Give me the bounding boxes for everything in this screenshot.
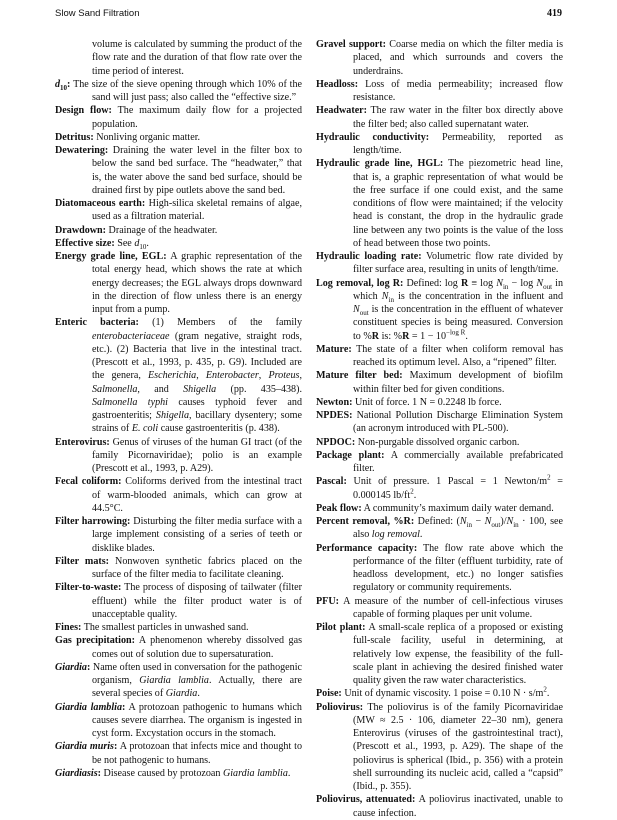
glossary-entry	[316, 250, 563, 277]
glossary-term: Package plant:	[316, 449, 385, 461]
glossary-term: Detritus:	[55, 131, 94, 143]
glossary-entry	[55, 581, 302, 621]
glossary-entry	[316, 701, 563, 794]
glossary-column-left	[55, 38, 302, 780]
glossary-column-right	[316, 38, 563, 820]
definition-text: The poliovirus is of the family Picornaviridae (MW ≈ 2.5 · 106, diameter 22–30 nm), genera Enterovirus (viruses of the gastrointestinal tract), (Prescott et al., 1993, p. A29). The shape of the poliovirus is spherical (Ibid., p. 356) with a protein shell surrounding its nucleic acid, called a “capsid” (Ibid., p. 355).	[353, 701, 563, 792]
glossary-entry	[316, 104, 563, 131]
definition-text: A protozoan that infects mice and thought to be not pathogenic to humans.	[92, 741, 302, 766]
running-title: Slow Sand Filtration	[55, 8, 140, 19]
glossary-term: Drawdown:	[55, 224, 107, 236]
definition-text: The size of the sieve opening through which 10% of the sand will just pass; also called the “effective size.”	[70, 78, 302, 103]
definition-text: The flow rate above which the performance of the filter (effluent turbidity, rate of headloss development, etc.) no longer satisfies regulatory or community requirements.	[353, 542, 563, 594]
definition-text: Genus of viruses of the human GI tract (of the family Picornaviridae); polio is an example (Prescott et al., 1993, p. A29).	[92, 436, 302, 474]
definition-text: −log R	[446, 328, 466, 337]
definition-text: in	[388, 295, 394, 304]
glossary-term: Headloss:	[316, 78, 359, 90]
glossary-term: Enterovirus:	[55, 436, 110, 448]
term-segment: :	[114, 741, 118, 753]
definition-text: , bacillary dysentery; some strains of	[92, 410, 302, 435]
definition-text: out	[543, 282, 553, 291]
glossary-entry	[316, 687, 563, 700]
definition-text: Maximum development of biofilm within filter bed for given conditions.	[353, 370, 563, 395]
definition-text: A measure of the number of cell-infectious viruses capable of forming plaques per unit volume.	[338, 595, 563, 620]
glossary-term: Diatomaceous earth:	[55, 198, 146, 209]
definition-text: Coarse media on which the filter media is placed, and which surrounds and covers the underdrains.	[353, 39, 563, 77]
definition-text: Disturbing the filter media surface with a large implement consisting of a series of teeth or disklike blades.	[92, 516, 302, 554]
glossary-entry	[316, 793, 563, 820]
definition-text: enterobacteriaceae	[92, 330, 170, 342]
definition-text: = 1 − 10	[409, 330, 447, 342]
definition-text: Salmonella typhi	[92, 396, 168, 408]
definition-text: N	[496, 277, 503, 289]
glossary-term: Hydraulic loading rate:	[316, 251, 422, 262]
definition-text: Name often used in conversation for the pathogenic organism,	[90, 661, 302, 686]
definition-text: Disease caused by protozoan	[101, 767, 223, 779]
definition-text: N	[381, 290, 389, 302]
definition-text: d	[134, 237, 140, 249]
definition-text: The smallest particles in unwashed sand.	[81, 622, 249, 633]
definition-text: The piezometric head line, that is, a graphic representation of what would be the free surface if one could exist, and the same conditions of flow were maintained; if the velocity head is constant, the drop in the hydraulic grade line between any two points is the value of the loss of head between those two points.	[353, 158, 563, 249]
definition-text: in	[466, 521, 473, 530]
glossary-entry	[55, 316, 302, 435]
definition-text: High-silica skeletal remains of algae, used as a filtration material.	[92, 198, 302, 223]
definition-text: · 100, see also	[353, 516, 563, 541]
glossary-term: Mature filter bed:	[316, 370, 403, 382]
definition-text: ,	[258, 370, 269, 382]
glossary-term	[55, 702, 125, 713]
definition-text: Volumetric flow rate divided by filter surface area, resulting in units of length/time.	[353, 251, 563, 276]
definition-text: A protozoan pathogenic to humans which causes severe diarrhea. The organism is ingested in cyst form. Excystation occurs in the stomach.	[92, 701, 302, 739]
glossary-entry	[55, 475, 302, 515]
definition-text: log removal	[371, 529, 420, 541]
definition-text: The raw water in the filter box directly above the filter bed; also called supernatant water.	[353, 105, 563, 130]
glossary-entry	[316, 475, 563, 502]
glossary-entry	[55, 197, 302, 224]
glossary-entry	[316, 277, 563, 343]
glossary-term: Pascal:	[316, 476, 347, 488]
definition-text: The process of disposing of tailwater (filter effluent) while the filter product water is of unacceptable quality.	[92, 582, 302, 620]
glossary-term	[55, 662, 90, 673]
glossary-entry	[316, 38, 563, 78]
glossary-term: Hydraulic conductivity:	[316, 131, 430, 143]
definition-text: .	[465, 330, 468, 342]
glossary-entry	[55, 701, 302, 741]
definition-text: R	[402, 330, 410, 342]
glossary-term: Mature:	[316, 343, 352, 355]
definition-text: The state of a filter when coliform removal has reached its optimum level. Also, a “ripened” filter.	[351, 343, 563, 368]
definition-text: 2	[547, 473, 551, 482]
glossary-term: Percent removal, %R:	[316, 516, 415, 527]
glossary-term	[55, 768, 101, 779]
definition-text: 10	[139, 242, 147, 251]
glossary-entry	[55, 661, 302, 701]
definition-text: Draining the water level in the filter box to below the sand bed surface. The “headwater,” that is, the water above the sand bed surface, should be drained first by pipe outlets above the sand bed.	[92, 145, 302, 196]
glossary-term: Enteric bacteria:	[55, 317, 139, 329]
definition-text: cause gastroenteritis (p. 438).	[158, 423, 280, 435]
glossary-entry	[55, 555, 302, 582]
definition-text: is the concentration in the influent and	[393, 290, 563, 302]
glossary-entry	[316, 157, 563, 250]
glossary-term: Poliovirus:	[316, 701, 364, 713]
definition-text: Loss of media permeability; increased flow resistance.	[353, 78, 563, 103]
definition-text: (pp. 435–438).	[216, 383, 302, 395]
glossary-entry	[55, 436, 302, 476]
definition-text: Unit of force. 1 N = 0.2248 lb force.	[352, 396, 502, 408]
glossary-term: Peak flow:	[316, 502, 362, 514]
glossary-entry	[316, 515, 563, 542]
definition-text: Giardia lamblia	[139, 675, 209, 686]
definition-text: Defined: (	[414, 516, 460, 527]
glossary-term	[55, 741, 117, 752]
definition-text: Defined: log	[403, 277, 461, 289]
definition-text: Shigella	[183, 383, 217, 395]
definition-text: N	[459, 516, 467, 527]
glossary-entry	[316, 131, 563, 158]
definition-text: 2	[410, 487, 414, 496]
glossary-term: Filter mats:	[55, 555, 110, 567]
definition-text: Giardia lamblia	[222, 767, 288, 779]
definition-text: out	[491, 521, 501, 530]
glossary-entry	[316, 595, 563, 622]
glossary-entry	[55, 515, 302, 555]
glossary-entry	[55, 634, 302, 661]
definition-text: Giardia	[165, 688, 198, 700]
glossary-term: PFU:	[316, 595, 339, 607]
definition-text: E. coli	[131, 423, 159, 435]
definition-text: )/	[500, 516, 507, 527]
term-segment: Giardia lamblia	[55, 701, 123, 713]
definition-text: 2	[543, 685, 547, 694]
glossary-entry	[316, 409, 563, 436]
definition-text: ,	[299, 370, 302, 382]
definition-text: is: %	[379, 330, 403, 342]
definition-text: causes typhoid fever and gastroenteritis;	[92, 396, 302, 421]
term-segment: :	[86, 661, 91, 673]
glossary-term: Poliovirus, attenuated:	[316, 794, 416, 806]
definition-text: .	[197, 688, 200, 700]
definition-text: N	[484, 516, 492, 527]
glossary-entry	[55, 144, 302, 197]
glossary-term: Performance capacity:	[316, 542, 418, 554]
definition-text: .	[546, 688, 550, 700]
definition-text: Nonliving organic matter.	[93, 131, 201, 143]
definition-text: − log	[508, 277, 537, 289]
glossary-entry	[316, 542, 563, 595]
glossary-entry	[55, 78, 302, 105]
definition-text: The maximum daily flow for a projected population.	[92, 105, 302, 130]
glossary-entry	[55, 250, 302, 316]
definition-text: Salmonella	[92, 383, 138, 395]
glossary-term: NPDOC:	[316, 436, 356, 448]
glossary-term: NPDES:	[316, 410, 353, 421]
definition-text: .	[146, 237, 149, 249]
term-segment: Giardiasis	[55, 767, 98, 779]
glossary-entry	[316, 343, 563, 370]
term-segment: Giardia muris	[55, 741, 114, 753]
definition-text: R	[460, 277, 469, 289]
definition-text: . Actually, there are several species of	[92, 675, 302, 700]
definition-text: Drainage of the headwater.	[106, 224, 218, 236]
glossary-entry	[316, 78, 563, 105]
definition-text: A community’s maximum daily water demand.	[361, 502, 554, 514]
definition-text: in	[502, 282, 509, 291]
glossary-entry	[316, 449, 563, 476]
definition-text: ,	[196, 370, 206, 382]
definition-text: See	[114, 237, 135, 249]
glossary-entry	[55, 224, 302, 237]
glossary-term: Poise:	[316, 688, 342, 700]
definition-text: Shigella	[155, 410, 190, 421]
glossary-term: Fines:	[55, 622, 82, 633]
definition-text: ≡ log	[468, 277, 497, 289]
glossary-term: Fecal coliform:	[55, 476, 122, 488]
definition-text: .	[419, 529, 423, 541]
definition-text: R	[371, 330, 380, 342]
glossary-term: Gravel support:	[316, 39, 387, 50]
definition-text: A graphic representation of the total energy head, which shows the rate at which energy decreases; the EGL always drops downward in the direction of flow unless there is an energy input from a pump.	[92, 251, 302, 315]
glossary-term: Dewatering:	[55, 145, 109, 156]
glossary-entry	[55, 237, 302, 250]
definition-text: = 0.000145 lb/ft	[353, 476, 563, 501]
definition-text: (gram negative, straight rods, etc.). (2) Bacteria that live in the intestinal tract. (Prescott et al., 1993, p. 435, p. G9). Included are the genera,	[92, 330, 302, 382]
definition-text: is the concentration in the effluent of whatever constituent species is being measured. Conversion to %	[353, 304, 563, 342]
definition-text: Unit of dynamic viscosity. 1 poise = 0.10 N · s/m	[341, 688, 544, 700]
definition-text: A poliovirus inactivated, unable to cause infection.	[353, 794, 563, 819]
glossary-term: Gas precipitation:	[55, 635, 135, 647]
glossary-entry	[316, 396, 563, 409]
term-segment: Giardia	[55, 661, 87, 673]
definition-text: out	[359, 309, 369, 318]
definition-text: A phenomenon whereby dissolved gas comes out of solution due to supersaturation.	[92, 635, 302, 660]
term-segment: :	[67, 78, 71, 90]
glossary-entry	[55, 767, 302, 780]
definition-text: .	[413, 489, 417, 501]
definition-text: A small-scale replica of a proposed or existing full-scale facility, useful in determining, at relatively low expense, the feasibility of the full-scale plant in achieving the desired finished water quality given the raw water characteristics.	[353, 622, 563, 686]
glossary-term: Hydraulic grade line, HGL:	[316, 158, 444, 170]
definition-text: −	[472, 516, 485, 527]
glossary-entry	[55, 621, 302, 634]
definition-text: Coliforms derived from the intestinal tract of warm-blooded animals, which can grow at 44.5°C.	[92, 476, 303, 514]
glossary-term: Pilot plant:	[316, 622, 366, 633]
glossary-entry	[55, 131, 302, 144]
glossary-term	[55, 79, 70, 90]
definition-text: .	[287, 767, 291, 779]
glossary-entry	[316, 436, 563, 449]
glossary-term: Design flow:	[55, 105, 112, 117]
definition-text: , and	[137, 383, 184, 395]
glossary-entry	[316, 502, 563, 515]
glossary-term: Energy grade line, EGL:	[55, 251, 167, 262]
definition-text: Nonwoven synthetic fabrics placed on the surface of the filter media to facilitate cleaning.	[92, 555, 302, 580]
term-segment: :	[97, 767, 102, 779]
glossary-entry	[55, 740, 302, 767]
glossary-entry	[55, 38, 302, 78]
definition-text: (1) Members of the family	[138, 317, 302, 329]
definition-text: Enterobacter	[205, 370, 259, 382]
definition-text: N	[506, 516, 514, 527]
glossary-term: Headwater:	[316, 105, 368, 117]
glossary-term: Filter-to-waste:	[55, 582, 122, 594]
definition-text: Permeability, reported as length/time.	[353, 131, 563, 156]
definition-text: Unit of pressure. 1 Pascal = 1 Newton/m	[346, 476, 548, 488]
glossary-entry	[316, 369, 563, 396]
definition-text: N	[536, 277, 544, 289]
term-segment: :	[122, 701, 126, 713]
glossary-term: Newton:	[316, 396, 353, 408]
glossary-entry	[55, 104, 302, 131]
page-number: 419	[547, 8, 562, 19]
term-segment: d	[55, 78, 61, 90]
glossary-term: Effective size:	[55, 237, 115, 249]
glossary-term: Log removal, log R:	[316, 277, 404, 289]
definition-text: National Pollution Discharge Elimination System (an acronym introduced with PL-500).	[352, 410, 563, 435]
glossary-entry	[316, 621, 563, 687]
glossary-term: Filter harrowing:	[55, 516, 131, 527]
definition-text: Non-purgable dissolved organic carbon.	[355, 436, 520, 448]
definition-text: in	[513, 521, 519, 530]
definition-text: N	[353, 304, 360, 315]
definition-text: Proteus	[268, 370, 300, 382]
definition-text: in which	[353, 277, 563, 302]
term-segment: 10	[60, 83, 68, 92]
definition-text: A commercially available prefabricated filter.	[353, 449, 563, 474]
definition-text: volume is calculated by summing the product of the flow rate and the duration of that flow rate over the time period of interest.	[92, 39, 302, 77]
definition-text: Escherichia	[148, 370, 197, 382]
